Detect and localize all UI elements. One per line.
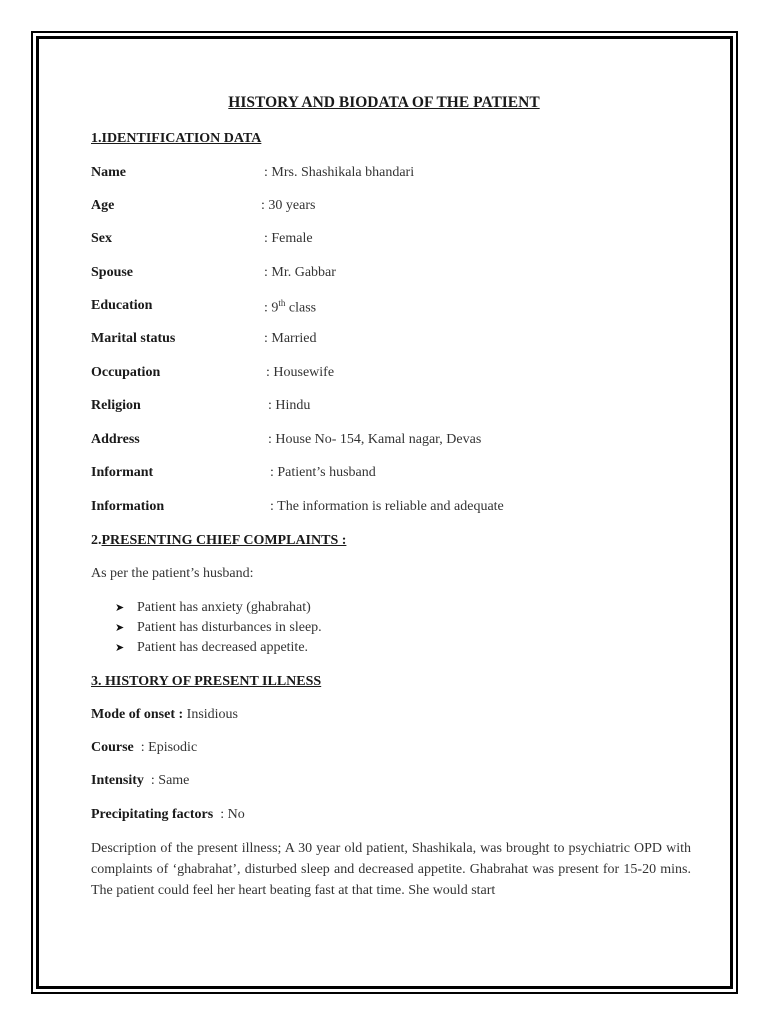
precipitating-factors-label: Precipitating factors	[91, 807, 214, 822]
spouse-value: : Mr. Gabbar	[264, 265, 336, 280]
mode-of-onset-label: Mode of onset :	[91, 707, 184, 722]
mode-of-onset	[91, 707, 238, 723]
education-value-sup: th	[278, 298, 286, 308]
sex-value: : Female	[264, 231, 313, 246]
sex-label: Sex	[91, 231, 112, 246]
complaint-text: Patient has decreased appetite.	[137, 640, 309, 655]
list-item	[115, 600, 311, 616]
arrow-bullet-icon: ➤	[115, 622, 125, 634]
precipitating-factors	[91, 807, 245, 823]
age-value: : 30 years	[261, 198, 316, 213]
address-value: : House No- 154, Kamal nagar, Devas	[268, 432, 482, 447]
mode-of-onset-value: Insidious	[183, 707, 238, 722]
intensity-value: : Same	[143, 773, 190, 788]
list-item	[115, 640, 308, 656]
education-label: Education	[91, 298, 153, 313]
age-label: Age	[91, 198, 115, 213]
marital-status-value: : Married	[264, 331, 317, 346]
complaints-heading-number: 2.	[91, 533, 102, 548]
complaints-heading	[91, 533, 346, 549]
informant-value: : Patient’s husband	[270, 465, 376, 480]
precipitating-factors-value: : No	[213, 807, 245, 822]
informant-label: Informant	[91, 465, 154, 480]
marital-status-label: Marital status	[91, 331, 176, 346]
arrow-bullet-icon: ➤	[115, 602, 125, 614]
illness-description: Description of the present illness; A 30 year old patient, Shashikala, was brought to psychiatric OPD with complaints of ‘ghabrahat’, disturbed sleep and decreased appetite. Ghabrahat was present for 15-20 mins. The patient could feel her heart beating fast at that time. She would start	[91, 841, 691, 898]
intensity	[91, 773, 189, 789]
course	[91, 740, 197, 756]
arrow-bullet-icon: ➤	[115, 642, 125, 654]
list-item	[115, 620, 322, 636]
present-illness-heading: 3. HISTORY OF PRESENT ILLNESS	[91, 674, 322, 689]
education-value-prefix: : 9	[264, 300, 279, 316]
education-value	[264, 298, 316, 317]
name-value: : Mrs. Shashikala bhandari	[264, 165, 415, 180]
name-label: Name	[91, 165, 126, 180]
education-value-suffix: class	[285, 300, 317, 316]
intensity-label: Intensity	[91, 773, 144, 788]
identification-heading: 1.IDENTIFICATION DATA	[91, 131, 262, 146]
complaints-heading-text: PRESENTING CHIEF COMPLAINTS :	[101, 533, 347, 548]
occupation-value: : Housewife	[266, 365, 335, 380]
course-label: Course	[91, 740, 134, 755]
religion-label: Religion	[91, 398, 141, 413]
occupation-label: Occupation	[91, 365, 161, 380]
complaints-intro: As per the patient’s husband:	[91, 566, 254, 581]
complaint-text: Patient has anxiety (ghabrahat)	[137, 600, 311, 615]
course-value: : Episodic	[133, 740, 198, 755]
address-label: Address	[91, 432, 140, 447]
spouse-label: Spouse	[91, 265, 134, 280]
information-value: : The information is reliable and adequate	[270, 499, 504, 514]
complaint-text: Patient has disturbances in sleep.	[137, 620, 322, 635]
information-label: Information	[91, 499, 165, 514]
religion-value: : Hindu	[268, 398, 311, 413]
document-title: HISTORY AND BIODATA OF THE PATIENT	[228, 94, 540, 111]
